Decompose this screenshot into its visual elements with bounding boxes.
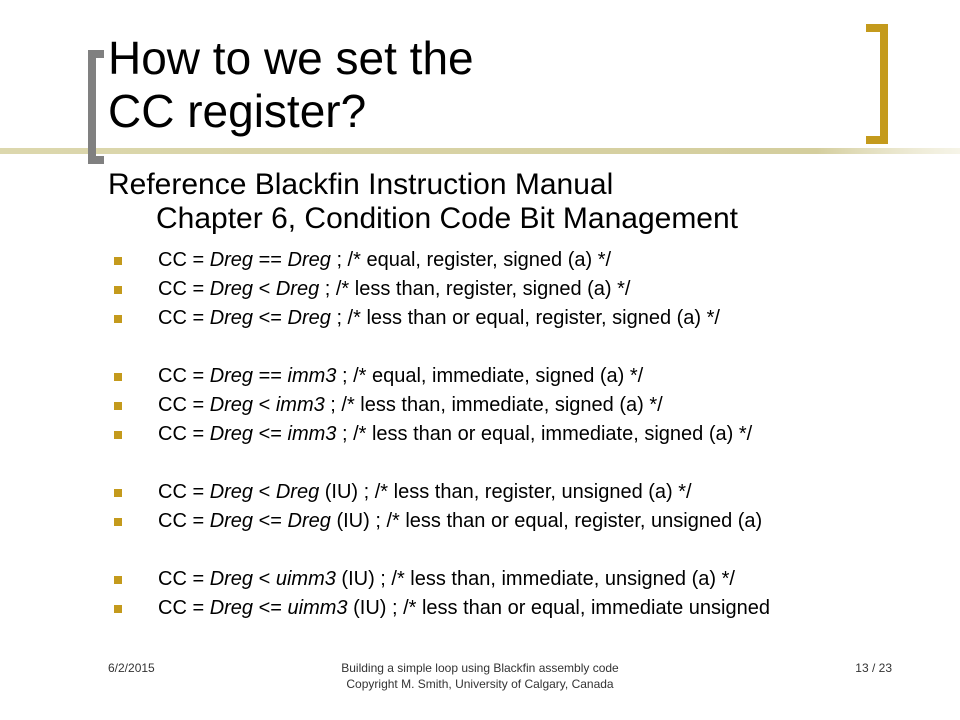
bullet-square-icon xyxy=(114,576,122,584)
right-bracket-decoration xyxy=(866,24,888,144)
bullet-square-icon xyxy=(114,431,122,439)
list-item-text: CC = Dreg == imm3 ; /* equal, immediate, signed (a) */ xyxy=(158,365,644,387)
list-item-text: CC = Dreg < uimm3 (IU) ; /* less than, immediate, unsigned (a) */ xyxy=(158,568,735,590)
slide-title-line-1: How to we set the xyxy=(108,32,474,84)
bullet-square-icon xyxy=(114,605,122,613)
bullet-square-icon xyxy=(114,257,122,265)
list-item-text: CC = Dreg < Dreg ; /* less than, register, signed (a) */ xyxy=(158,278,631,300)
title-underline-decoration xyxy=(0,148,960,154)
footer-caption-line-1: Building a simple loop using Blackfin assembly code xyxy=(341,661,619,675)
bullet-square-icon xyxy=(114,402,122,410)
list-item-text: CC = Dreg <= imm3 ; /* less than or equal, immediate, signed (a) */ xyxy=(158,423,753,445)
reference-heading xyxy=(108,168,928,236)
bullet-square-icon xyxy=(114,315,122,323)
page-number: 13 / 23 xyxy=(855,661,892,675)
list-item-text: CC = Dreg == Dreg ; /* equal, register, signed (a) */ xyxy=(158,249,612,271)
list-item-text: CC = Dreg <= Dreg ; /* less than or equal, register, signed (a) */ xyxy=(158,307,720,329)
list-item-text: CC = Dreg < imm3 ; /* less than, immediate, signed (a) */ xyxy=(158,394,663,416)
bullet-square-icon xyxy=(114,286,122,294)
reference-heading-line-1: Reference Blackfin Instruction Manual xyxy=(108,168,614,201)
list-item-text: CC = Dreg < Dreg (IU) ; /* less than, register, unsigned (a) */ xyxy=(158,481,692,503)
footer-date: 6/2/2015 xyxy=(108,661,155,675)
reference-heading-line-2: Chapter 6, Condition Code Bit Management xyxy=(156,202,739,235)
list-item-text: CC = Dreg <= Dreg (IU) ; /* less than or equal, register, unsigned (a) xyxy=(158,510,763,532)
list-item-text: CC = Dreg <= uimm3 (IU) ; /* less than or equal, immediate unsigned xyxy=(158,597,770,619)
bullet-square-icon xyxy=(114,489,122,497)
slide-title xyxy=(108,32,474,138)
footer-caption-line-2: Copyright M. Smith, University of Calgary, Canada xyxy=(346,677,614,691)
left-bracket-decoration xyxy=(88,50,104,164)
bullet-square-icon xyxy=(114,373,122,381)
footer-caption xyxy=(300,660,660,692)
slide-title-line-2: CC register? xyxy=(108,84,367,137)
bullet-square-icon xyxy=(114,518,122,526)
